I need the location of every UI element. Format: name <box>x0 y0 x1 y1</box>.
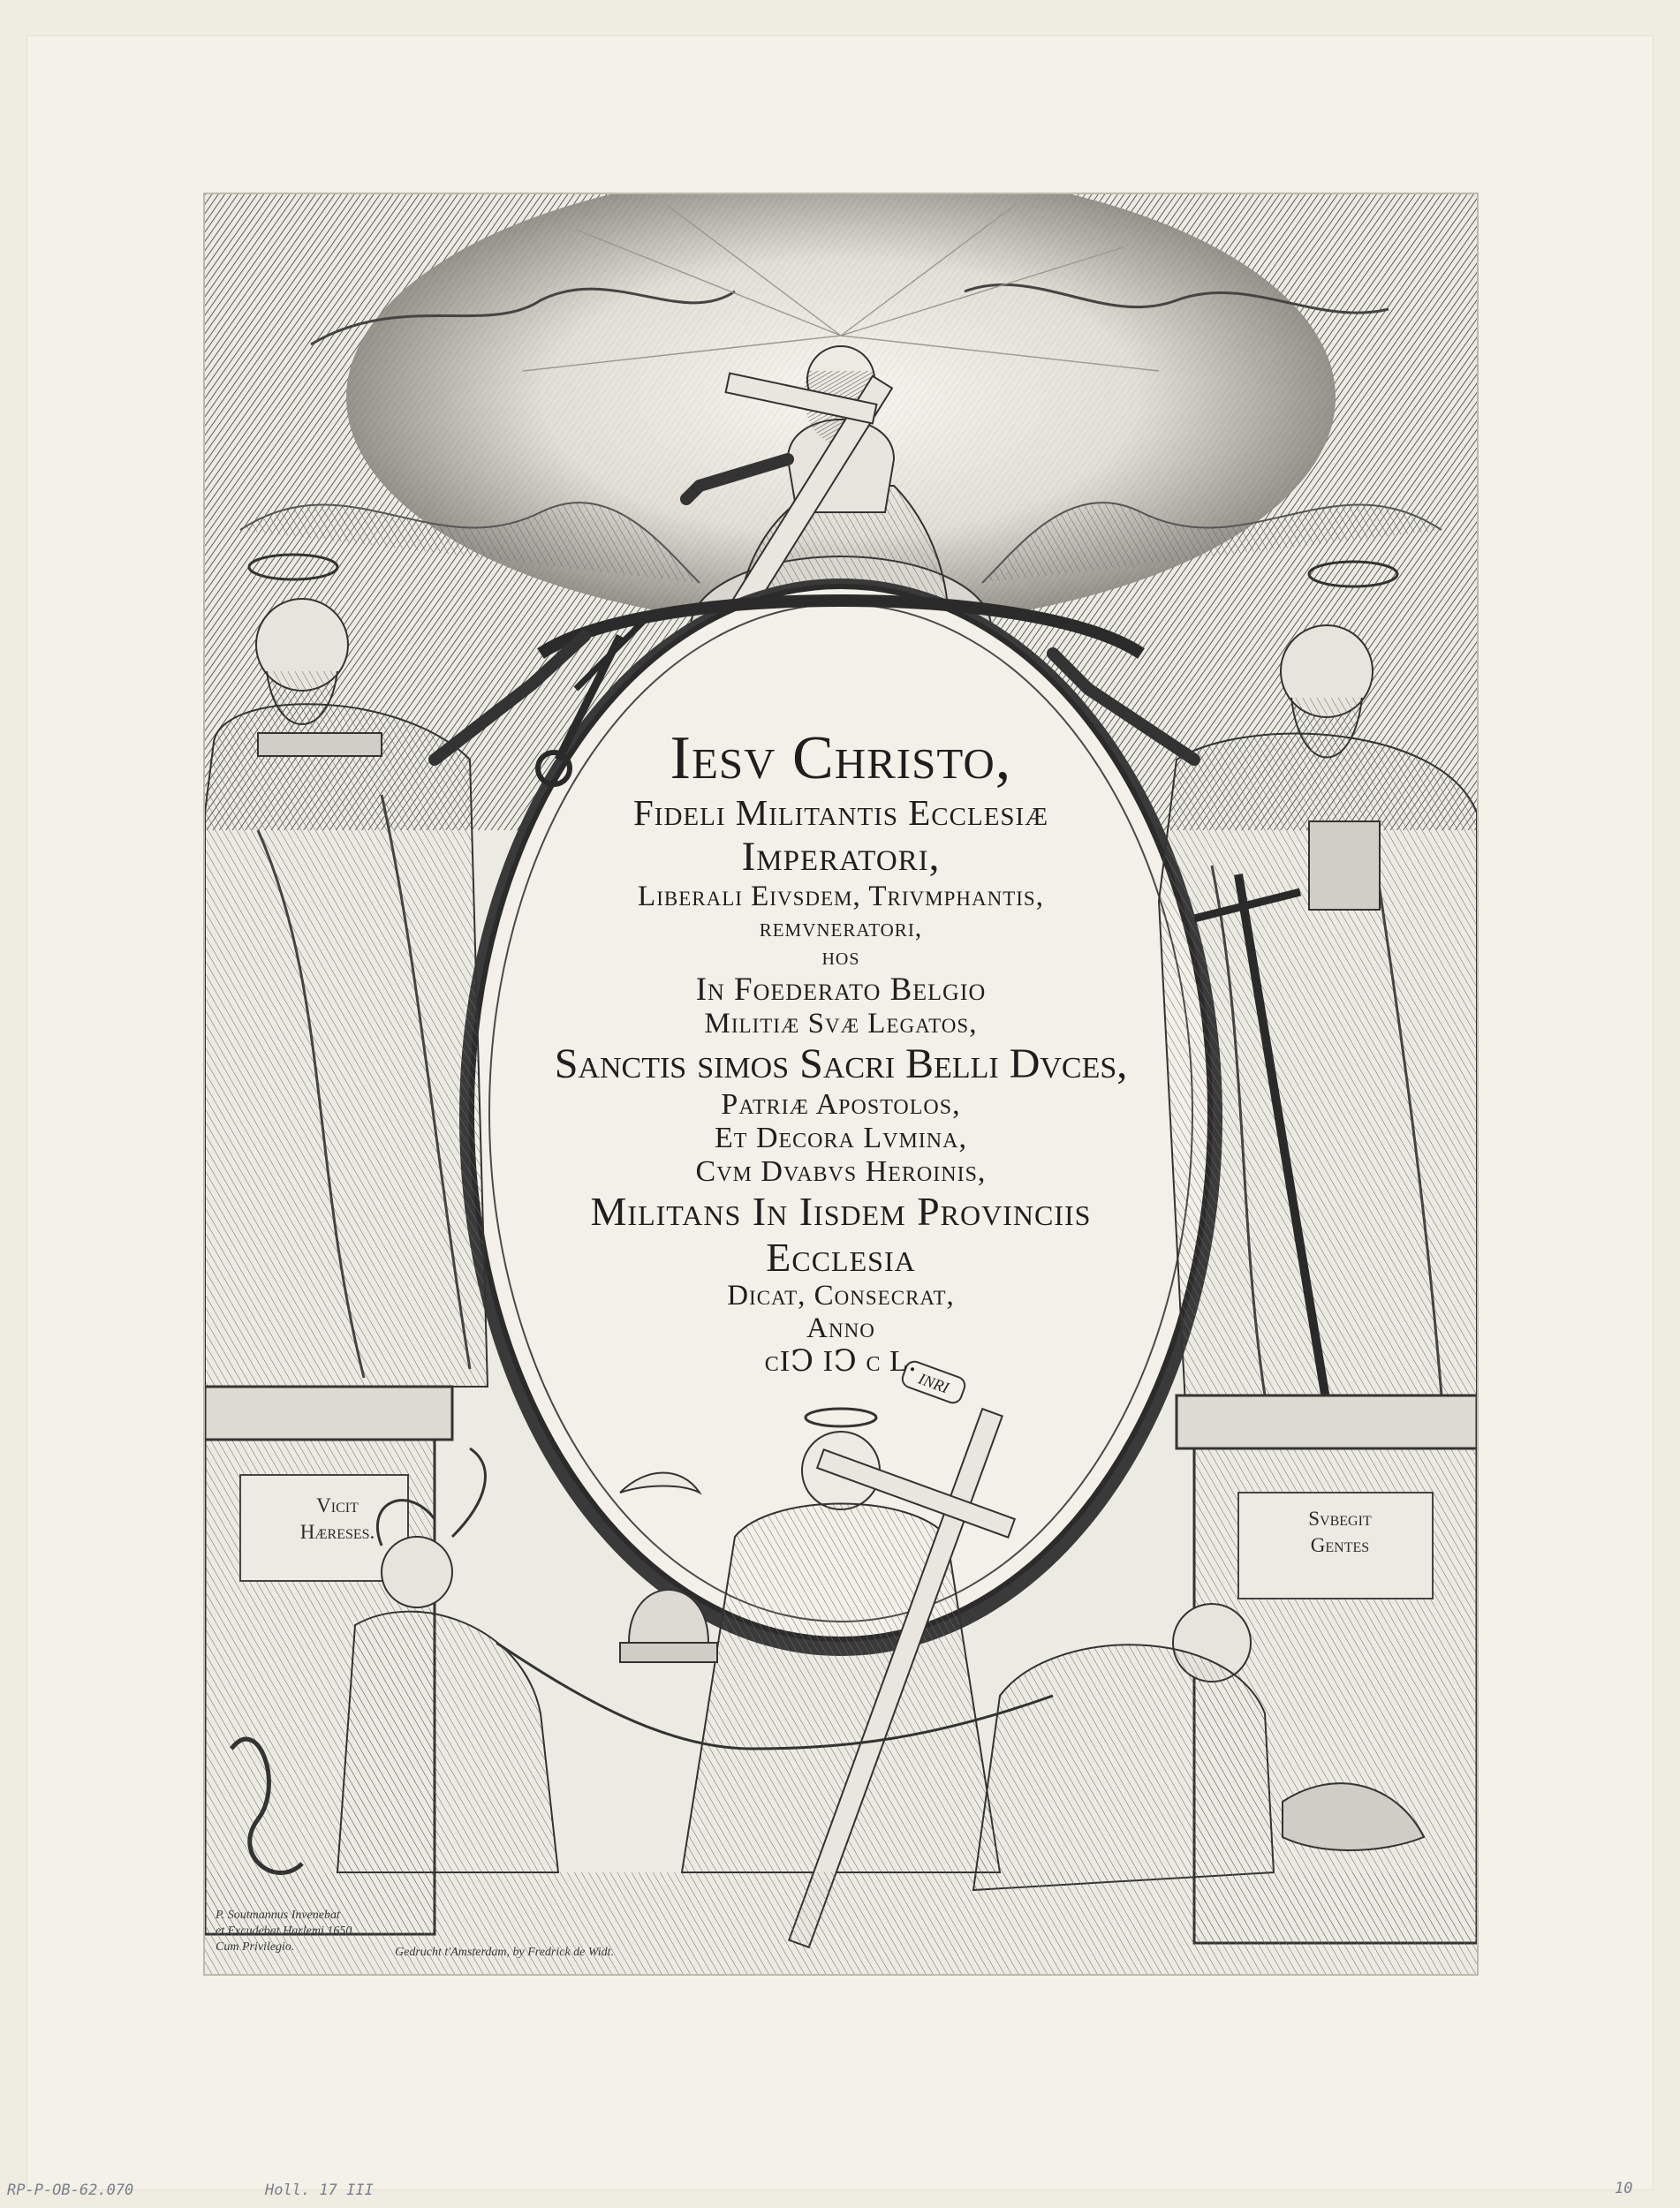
engraving-plate <box>203 193 1479 1976</box>
dedication-text <box>496 689 1185 1660</box>
title-line: In Foederato Belgio <box>695 971 987 1008</box>
title-line: Fideli Militantis Ecclesiæ <box>633 792 1048 834</box>
title-line: Sanctis simos Sacri Belli Dvces, <box>554 1040 1128 1088</box>
credit-line: P. Soutmannus Invenebat <box>216 1909 340 1922</box>
title-line: cIↃ IↃ c L. <box>764 1345 918 1379</box>
title-line: Imperatori, <box>741 834 941 881</box>
inventory-number: RP-P-OB-62.070 <box>7 2182 134 2199</box>
printer-credit: Gedrucht t'Amsterdam, by Fredrick de Widt. <box>395 1946 615 1959</box>
engraver-credit <box>216 1908 375 1956</box>
pedestal-inscription-left <box>276 1493 399 1546</box>
book-right <box>1309 821 1380 910</box>
title-line: hos <box>821 942 860 972</box>
pedestal-line: Svbegit <box>1308 1508 1372 1530</box>
pedestal-line: Gentes <box>1310 1533 1370 1556</box>
title-line: Et Decora Lvmina, <box>715 1122 967 1155</box>
catalogue-reference: Holl. 17 III <box>265 2182 374 2199</box>
title-line: Militans In Iisdem Provinciis <box>590 1189 1092 1235</box>
title-line: Ecclesia <box>766 1234 916 1280</box>
title-line: Iesv Christo, <box>670 724 1012 792</box>
pedestal-inscription-right <box>1278 1506 1402 1559</box>
pedestal-line: Hæreses. <box>299 1520 375 1543</box>
title-line: Militiæ Svæ Legatos, <box>704 1008 978 1040</box>
credit-line: et Excudebat Harlemi 1650. <box>216 1924 355 1939</box>
title-line: remvneratori, <box>759 912 923 942</box>
credit-line: Cum Privilegio. <box>216 1940 295 1955</box>
title-line: Anno <box>806 1312 875 1345</box>
title-line: Patriæ Apostolos, <box>721 1088 961 1122</box>
title-line: Cvm Dvabvs Heroinis, <box>695 1155 987 1189</box>
book-left <box>258 733 382 756</box>
title-line: Dicat, Consecrat, <box>727 1280 955 1312</box>
pedestal-line: Vicit <box>316 1494 359 1516</box>
title-line: Liberali Eivsdem, Trivmphantis, <box>638 880 1044 912</box>
page-mark: 10 <box>1615 2180 1633 2197</box>
inri-inscription: INRI <box>916 1369 951 1397</box>
